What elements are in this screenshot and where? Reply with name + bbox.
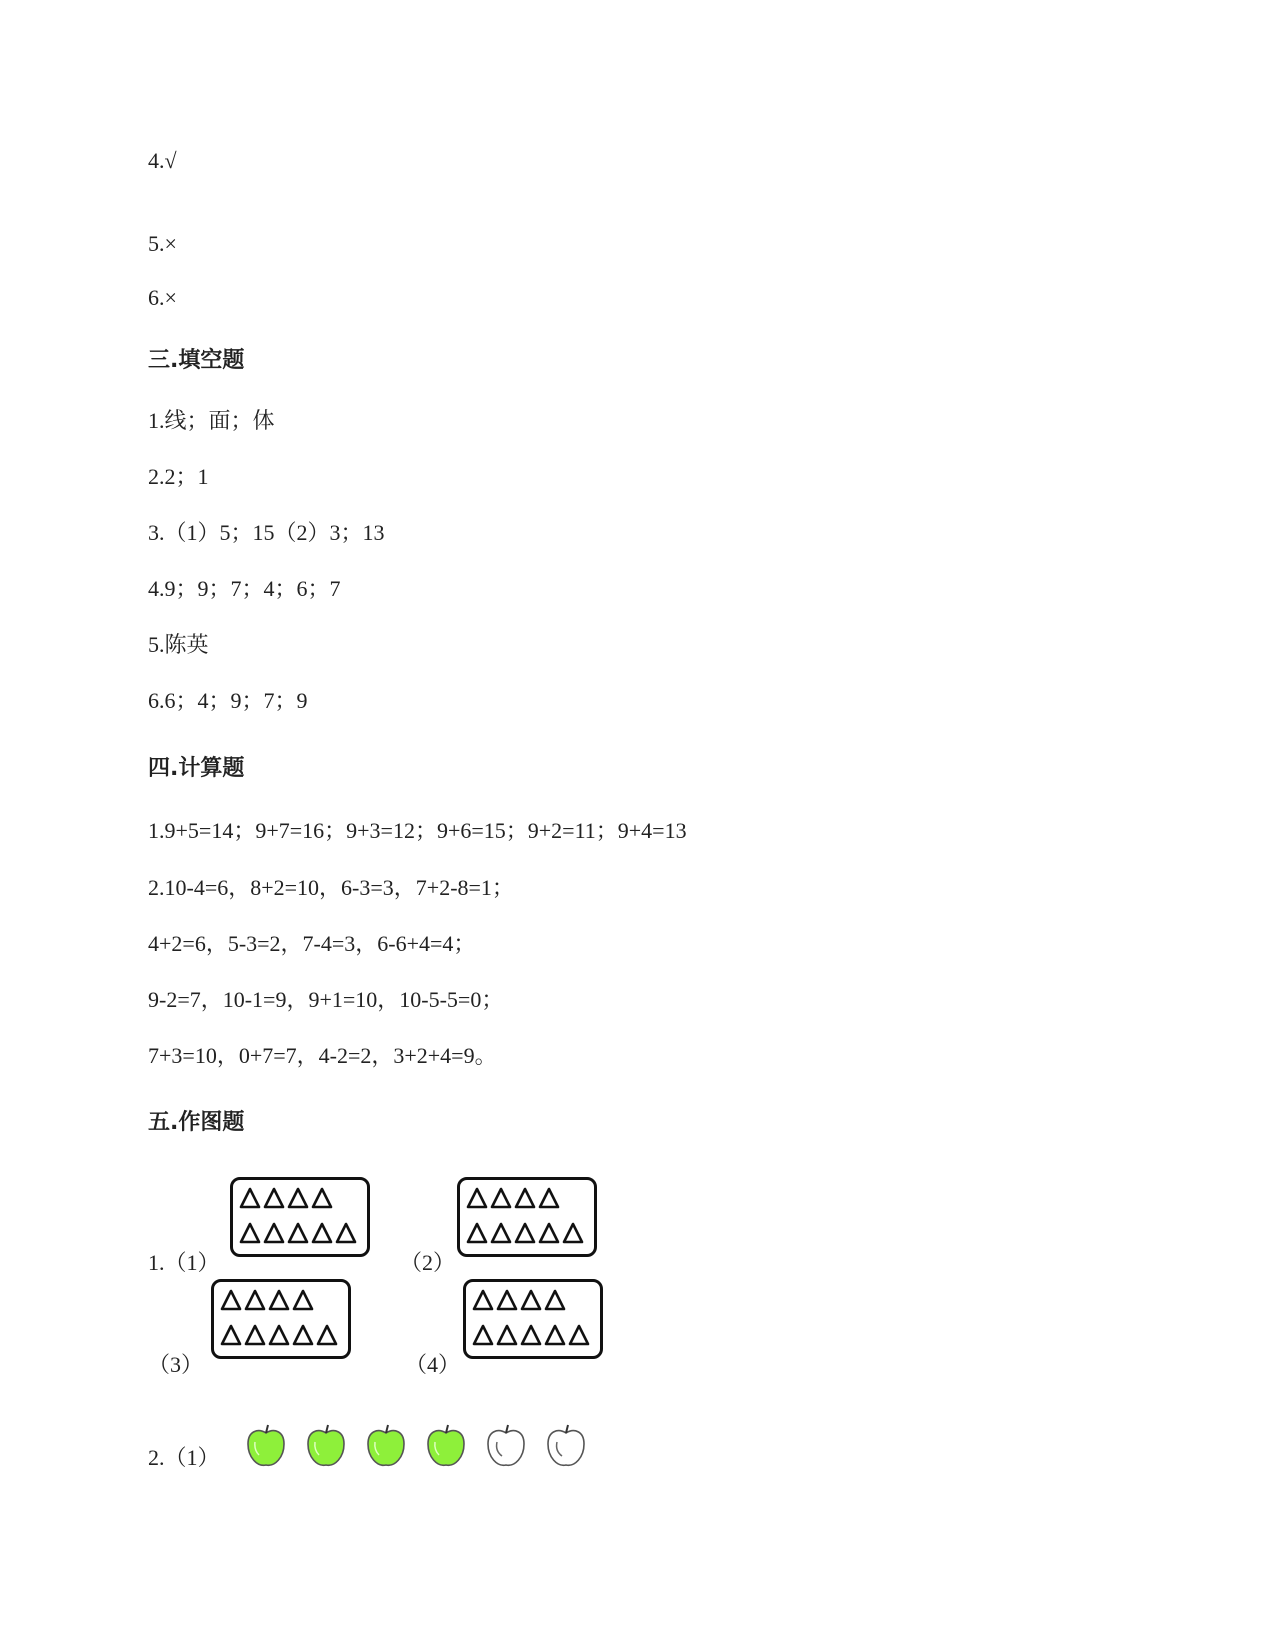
apple-blank-icon (484, 1422, 528, 1470)
apple-colored-icon (424, 1422, 468, 1470)
triangle-icon (522, 1291, 540, 1309)
drawing-q2-label: 2.（1） (148, 1445, 220, 1470)
fill-blank-item-5: 5.陈英 (148, 632, 209, 657)
triangle-icon (546, 1326, 564, 1344)
drawing-q1-label-3: （3） (148, 1352, 204, 1377)
apple-colored-icon (364, 1422, 408, 1470)
triangle-icon (498, 1291, 516, 1309)
calculation-item-1: 1.9+5=14；9+7=16；9+3=12；9+6=15；9+2=11；9+4=13 (148, 818, 687, 843)
triangle-icon (564, 1224, 582, 1242)
triangle-icon (516, 1189, 534, 1207)
apple-blank-icon (544, 1422, 588, 1470)
judgment-item-6: 6.× (148, 285, 177, 310)
triangle-icon (337, 1224, 355, 1242)
triangle-group (460, 1180, 594, 1254)
drawing-q1-label-2: （2） (400, 1250, 456, 1275)
section-heading-fill-blank: 三.填空题 (148, 348, 245, 373)
triangle-icon (265, 1189, 283, 1207)
judgment-item-5: 5.× (148, 231, 177, 256)
calculation-item-2-line-3: 9-2=7，10-1=9，9+1=10，10-5-5=0； (148, 987, 504, 1012)
judgment-item-4: 4.√ (148, 148, 177, 173)
triangle-box-2 (457, 1177, 597, 1257)
triangle-icon (241, 1224, 259, 1242)
fill-blank-item-3: 3.（1）5；15（2）3；13 (148, 520, 385, 545)
triangle-icon (492, 1189, 510, 1207)
triangle-icon (270, 1291, 288, 1309)
fill-blank-item-4: 4.9；9；7；4；6；7 (148, 576, 341, 601)
triangle-icon (570, 1326, 588, 1344)
apple-colored-icon (304, 1422, 348, 1470)
drawing-q1-label-1: 1.（1） (148, 1250, 220, 1275)
triangle-icon (522, 1326, 540, 1344)
triangle-icon (540, 1189, 558, 1207)
calculation-item-2-line-4: 7+3=10，0+7=7，4-2=2，3+2+4=9。 (148, 1043, 497, 1068)
triangle-icon (246, 1326, 264, 1344)
triangle-icon (222, 1291, 240, 1309)
calculation-item-2: 2.10-4=6，8+2=10，6-3=3，7+2-8=1； (148, 875, 514, 900)
triangle-icon (241, 1189, 259, 1207)
triangle-icon (294, 1326, 312, 1344)
section-heading-calculation: 四.计算题 (148, 756, 245, 781)
triangle-icon (468, 1189, 486, 1207)
triangle-box-1 (230, 1177, 370, 1257)
triangle-icon (474, 1326, 492, 1344)
triangle-icon (492, 1224, 510, 1242)
fill-blank-item-6: 6.6；4；9；7；9 (148, 688, 308, 713)
triangle-box-4 (463, 1279, 603, 1359)
triangle-icon (246, 1291, 264, 1309)
triangle-icon (289, 1224, 307, 1242)
triangle-group (214, 1282, 348, 1356)
drawing-q1-label-4: （4） (405, 1352, 461, 1377)
triangle-icon (516, 1224, 534, 1242)
triangle-icon (540, 1224, 558, 1242)
triangle-icon (468, 1224, 486, 1242)
triangle-icon (222, 1326, 240, 1344)
triangle-icon (313, 1224, 331, 1242)
triangle-icon (294, 1291, 312, 1309)
triangle-group (233, 1180, 367, 1254)
apple-colored-icon (244, 1422, 288, 1470)
triangle-icon (318, 1326, 336, 1344)
triangle-group (466, 1282, 600, 1356)
calculation-item-2-line-2: 4+2=6，5-3=2，7-4=3，6-6+4=4； (148, 931, 476, 956)
triangle-icon (474, 1291, 492, 1309)
triangle-icon (270, 1326, 288, 1344)
section-heading-drawing: 五.作图题 (148, 1110, 245, 1135)
triangle-box-3 (211, 1279, 351, 1359)
triangle-icon (313, 1189, 331, 1207)
fill-blank-item-2: 2.2；1 (148, 464, 209, 489)
triangle-icon (498, 1326, 516, 1344)
triangle-icon (265, 1224, 283, 1242)
triangle-icon (289, 1189, 307, 1207)
fill-blank-item-1: 1.线；面；体 (148, 408, 275, 433)
triangle-icon (546, 1291, 564, 1309)
